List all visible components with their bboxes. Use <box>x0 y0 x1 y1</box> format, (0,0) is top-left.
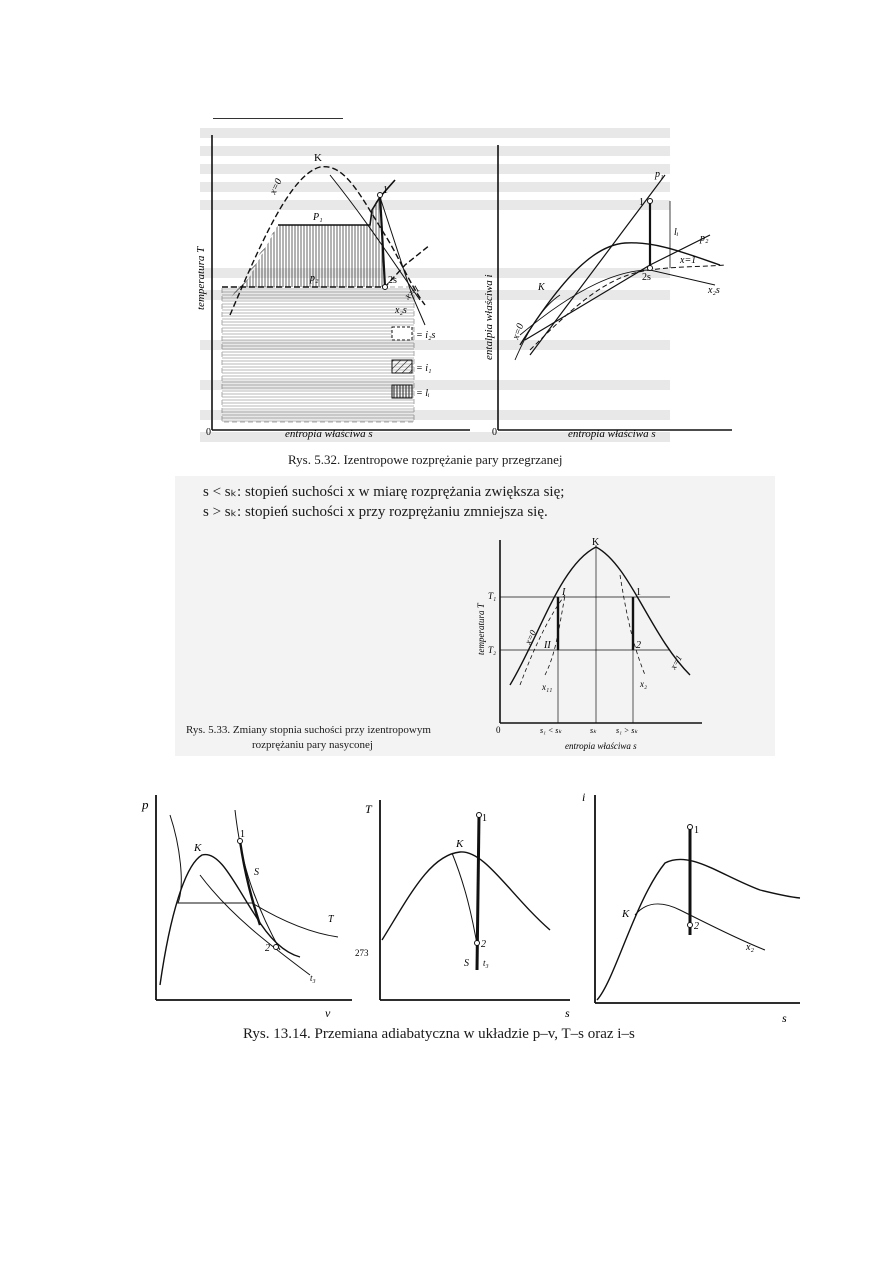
label-k: K <box>592 537 600 548</box>
line-x-ii <box>545 595 565 675</box>
figure-13-14 <box>140 785 805 1025</box>
y-axis-label: T <box>365 802 372 816</box>
label-p2: p₂ <box>310 273 319 284</box>
label-1: 1 <box>240 829 245 840</box>
label-x1: x=1 <box>402 283 423 303</box>
label-x2s: x₂s <box>395 305 407 316</box>
tick-right: s₁ > sₖ <box>616 726 638 735</box>
point-1 <box>688 825 693 830</box>
isobar <box>452 853 478 950</box>
caption-fig-5-32: Rys. 5.32. Izentropowe rozprężanie pary przegrzanej <box>288 452 563 467</box>
caption-fig-13-14: Rys. 13.14. Przemiana adiabatyczna w układzie p–v, T–s oraz i–s <box>243 1026 635 1042</box>
label-2s: 2s <box>388 275 397 286</box>
x-axis-label: v <box>325 1006 331 1020</box>
label-2: 2 <box>265 943 270 954</box>
point-1 <box>378 193 383 198</box>
text-line-2: s > sₖ: stopień suchości x przy rozprężaniu zmniejsza się. <box>203 504 548 520</box>
label-x2s: x₂s <box>708 285 720 296</box>
legend-label-li: = lᵢ <box>416 388 430 399</box>
tick-mid: sₖ <box>590 726 597 735</box>
x-axis-label: s <box>565 1006 570 1020</box>
legend-swatch-i1 <box>392 360 412 373</box>
point-2s <box>383 285 388 290</box>
label-k: K <box>314 152 322 164</box>
label-p1: P₁ <box>313 212 323 223</box>
label-x-ii: x₁₁ <box>542 682 553 692</box>
label-1: 1 <box>694 825 699 836</box>
label-x1: x=1 <box>680 255 697 266</box>
label-1: 1 <box>383 185 388 196</box>
x-axis-label: entropia właściwa s <box>565 741 637 751</box>
label-1: 1 <box>636 587 641 598</box>
label-li: lᵢ <box>674 227 679 238</box>
is-diagram <box>582 790 800 1025</box>
legend-label-i1: = i₁ <box>416 363 432 374</box>
label-273: 273 <box>355 948 369 958</box>
isobar-p1 <box>530 175 665 355</box>
point-2 <box>475 941 480 946</box>
label-x0: x=0 <box>522 628 538 646</box>
label-2: 2 <box>694 921 699 932</box>
caption-fig-5-33-line-2: rozprężaniu pary nasyconej <box>252 739 373 751</box>
caption-fig-5-33-line-1: Rys. 5.33. Zmiany stopnia suchości przy izentropowym <box>186 724 431 736</box>
pv-diagram <box>141 795 352 1020</box>
y-axis-label: temperatura T <box>476 603 486 655</box>
legend-swatch-i2s <box>392 327 412 340</box>
label-x0: x=0 <box>267 176 285 197</box>
point-1 <box>648 199 653 204</box>
y-axis-label: i <box>582 790 586 804</box>
label-1: 1 <box>639 197 644 208</box>
label-1: 1 <box>482 813 487 824</box>
label-k: K <box>538 282 545 293</box>
text-line-1: s < sₖ: stopień suchości x w miarę rozprężania zwiększa się; <box>203 484 565 500</box>
point-2s <box>648 266 653 271</box>
legend-label-i2s: = i₂s <box>416 330 436 341</box>
label-II: II <box>544 640 551 651</box>
saturation-dome <box>510 547 690 685</box>
point-2 <box>688 923 693 928</box>
label-x2: x₂ <box>640 679 648 689</box>
label-I: I <box>562 587 566 598</box>
y-axis-label: entalpia właściwa i <box>483 274 495 360</box>
label-t: t₃ <box>483 958 489 968</box>
tick-left: s₁ < sₖ <box>540 726 562 735</box>
y-axis-label: temperatura T <box>195 246 207 310</box>
origin-label: 0 <box>492 427 497 438</box>
x-axis-label: entropia właściwa s <box>568 428 656 440</box>
label-2: 2 <box>636 640 641 651</box>
x-axis-label: s <box>782 1011 787 1025</box>
figure-5-33 <box>470 535 710 760</box>
label-x: x₂ <box>746 942 754 953</box>
label-x0: x=0 <box>510 322 527 342</box>
label-s: S <box>464 958 469 969</box>
label-t2: T₂ <box>488 645 497 655</box>
legend-swatch-li <box>392 385 412 398</box>
origin-label: 0 <box>496 725 501 735</box>
label-2s: 2s <box>642 272 651 283</box>
label-s: S <box>254 867 259 878</box>
label-k: K <box>456 838 464 850</box>
label-p1: p₁ <box>655 169 664 180</box>
origin-label: 0 <box>206 427 211 438</box>
figure-5-32 <box>180 135 740 445</box>
ts-diagram <box>355 800 570 1020</box>
is-superheated-plot <box>483 145 732 440</box>
label-x1: x=1 <box>668 653 685 671</box>
label-t: T <box>328 914 334 925</box>
label-2: 2 <box>481 939 486 950</box>
label-p2: p₂ <box>700 233 709 244</box>
y-axis-label: p <box>142 797 149 812</box>
label-t-low: t₃ <box>310 973 316 983</box>
label-k: K <box>622 908 630 920</box>
scan-underline <box>213 118 343 119</box>
point-1 <box>477 813 482 818</box>
label-k: K <box>194 842 202 854</box>
ts-superheated-plot <box>195 135 470 440</box>
label-t1: T₁ <box>488 591 497 601</box>
x-axis-label: entropia właściwa s <box>285 428 373 440</box>
expansion-line <box>477 815 479 970</box>
area-i2s <box>222 287 414 422</box>
isotherm-low <box>200 875 310 975</box>
line-x1 <box>530 265 725 350</box>
point-2 <box>274 945 279 950</box>
